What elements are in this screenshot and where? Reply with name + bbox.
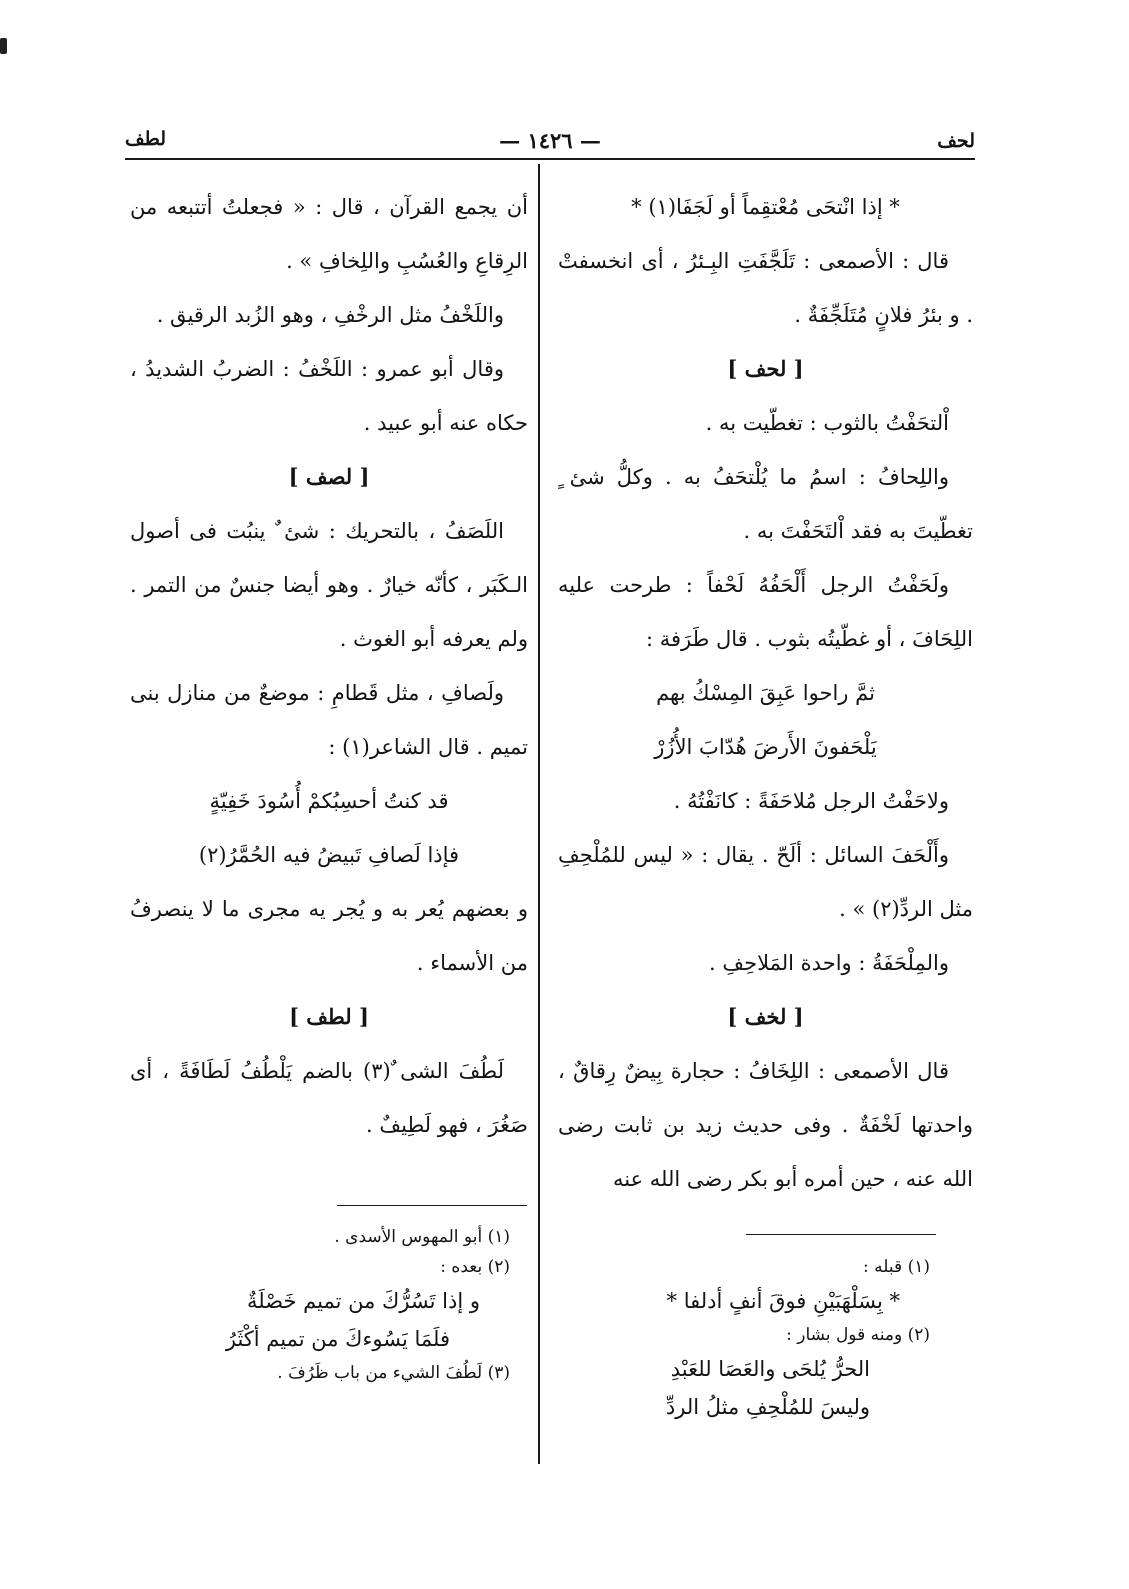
footnotes-right xyxy=(560,1252,930,1426)
paragraph: واللَخْفُ مثل الرخْفِ ، وهو الزُبد الرقيق . xyxy=(156,303,504,327)
scan-edge-mark xyxy=(0,38,7,54)
column-divider xyxy=(538,164,540,1464)
footnote-verse: و إذا تَسُرُّكَ من تميم خَصْلَةٌ xyxy=(247,1289,480,1313)
entry-heading-lakhaf: [ لخف ] xyxy=(727,1004,804,1029)
footnote: (٣) لَطُفَ الشيء من باب ظَرُفَ . xyxy=(277,1363,510,1383)
verse-line: فإذا لَصافِ تَبيضُ فيه الحُمَّرُ(٢) xyxy=(198,843,460,867)
footnote-verse: * بِسَلْهَبَيْنِ فوقَ أنفٍ أدلفا * xyxy=(666,1289,900,1313)
verse-line: قد كنتُ أحسِبُكمْ أُسُودَ خَفِيّةٍ xyxy=(209,789,449,813)
entry-heading-latuf: [ لطف ] xyxy=(289,1004,369,1029)
paragraph: ولَحَفْتُ الرجل أَلْحَفُهُ لَحْفاً : طرحت عليه اللِحَافَ ، أو غطّيتُه بثوب . قال طَرَفة : xyxy=(558,573,973,651)
paragraph: اْلتحَفْتُ بالثوب : تغطّيت به . xyxy=(705,411,949,435)
footnote-verse: وليسَ للمُلْحِفِ مثلُ الردِّ xyxy=(665,1395,870,1419)
left-column xyxy=(130,180,528,1152)
footnote-label: (١) قبله : xyxy=(863,1257,930,1277)
page-header xyxy=(125,128,975,156)
footnotes-left xyxy=(150,1222,510,1388)
paragraph: وأَلْحَفَ السائل : ألَحّ . يقال : « ليس للمُلْحِفِ مثل الردِّ(٢) » . xyxy=(558,843,973,921)
paragraph: اللَصَفُ ، بالتحريك : شئ ٌ ينبُت فى أصول الـكَبَر ، كأنّه خيارٌ . وهو أيضا جنسٌ من التمر . ولم يعرفه أبو الغوث . xyxy=(130,519,528,651)
footnote-label: (٢) بعده : xyxy=(440,1257,510,1277)
verse-line: يَلْحَفونَ الأَرضَ هُدّابَ الأُزُرْ xyxy=(654,735,877,759)
footnote-verse: فلَمَا يَسُوءكَ من تميم أكْثَرُ xyxy=(225,1327,450,1351)
paragraph: ولَصافِ ، مثل قَطامِ : موضعٌ من منازل بنى تميم . قال الشاعر(١) : xyxy=(130,681,528,759)
entry-heading-lahaf: [ لحف ] xyxy=(727,356,804,381)
footnote-rule-left xyxy=(337,1205,527,1206)
running-headword-right: لحف xyxy=(937,130,975,152)
paragraph: لَطُفَ الشى ٌ(٣) بالضم يَلْطُفُ لَطَافَةً ، أى صَغُرَ ، فهو لَطِيفٌ . xyxy=(130,1059,528,1137)
header-rule xyxy=(125,158,975,160)
paragraph: والمِلْحَفَةُ : واحدة المَلاحِفِ . xyxy=(709,951,949,975)
paragraph: قال الأصمعى : اللِخَافُ : حجارة بِيضٌ رِقاقٌ ، واحدتها لَخْفَةٌ . وفى حديث زيد بن ثابت رضى الله عنه ، حين أمره أبو بكر رضى الله عنه xyxy=(558,1059,973,1191)
paragraph: واللِحافُ : اسمُ ما يُلْتحَفُ به . وكلُّ شئ ٍ تغطّيتَ به فقد اْلتَحَفْتَ به . xyxy=(558,465,973,543)
footnote-rule-right xyxy=(746,1234,936,1235)
paragraph: وقال أبو عمرو : اللَخْفُ : الضربُ الشديدُ ، حكاه عنه أبو عبيد . xyxy=(130,357,528,435)
verse-line: * إذا انْتحَى مُعْتقِماً أو لَجَفَا(١) * xyxy=(631,195,900,219)
entry-heading-lasaf: [ لصف ] xyxy=(288,464,370,489)
paragraph: ولاحَفْتُ الرجل مُلاحَفَةً : كانَفْتُهُ . xyxy=(673,789,949,813)
right-column xyxy=(558,180,973,1206)
page-number: — ١٤٢٦ — xyxy=(499,128,601,153)
verse-line: ثمَّ راحوا عَبِقَ المِسْكُ بهم xyxy=(656,681,875,705)
running-headword-left: لطف xyxy=(125,128,167,150)
paragraph: أن يجمع القرآن ، قال : « فجعلتُ أتتبعه من الرِقاعِ والعُسُبِ واللِخافِ » . xyxy=(130,195,528,273)
paragraph: و بعضهم يُعر به و يُجر يه مجرى ما لا ينصرفُ من الأسماء . xyxy=(130,897,528,975)
footnote-verse: الحرُّ يُلحَى والعَصَا للعَبْدِ xyxy=(670,1357,870,1381)
footnote: (١) أبو المهوس الأسدى . xyxy=(334,1227,510,1247)
footnote-label: (٢) ومنه قول بشار : xyxy=(786,1325,930,1345)
paragraph: قال : الأصمعى : تَلَجَّفَتِ البِـئرُ ، أى انخسفتْ . و بئرُ فلانٍ مُتَلَجِّفَةٌ . xyxy=(558,249,973,327)
